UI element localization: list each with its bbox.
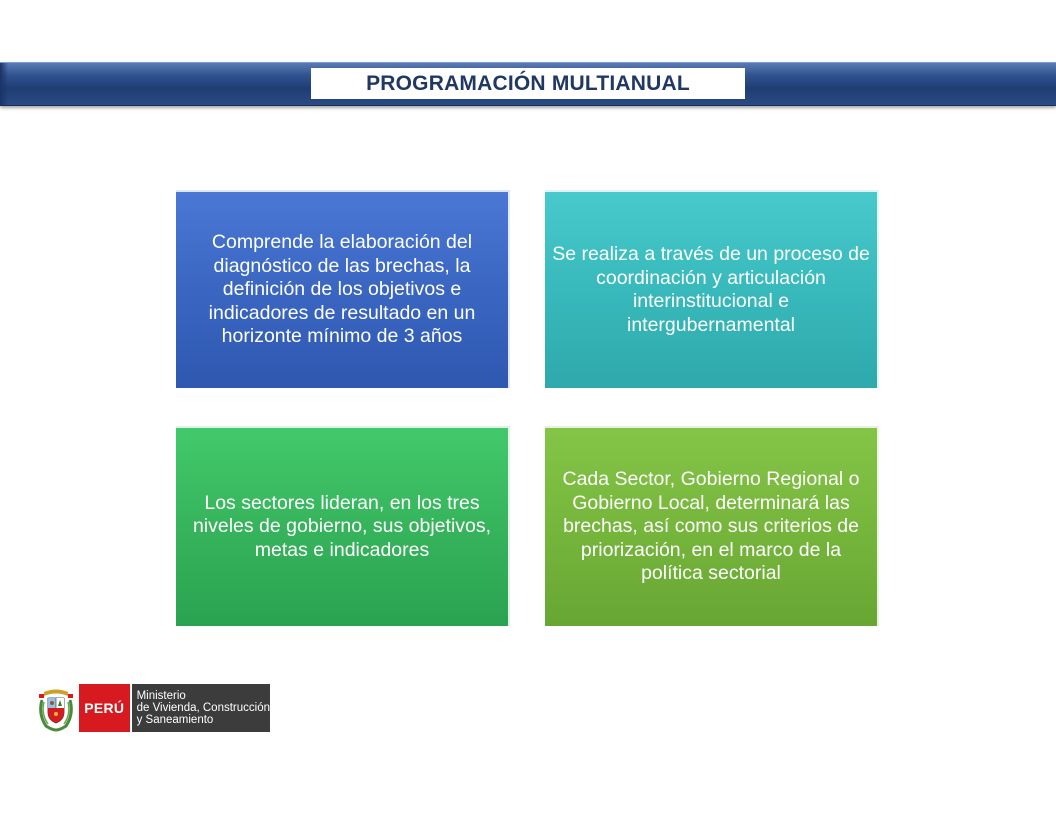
- box-sectores: [176, 426, 510, 626]
- box-sectores-text: Los sectores lideran, en los tres niveles de gobierno, sus objetivos, metas e indicadores: [192, 491, 492, 561]
- peru-label: PERÚ: [84, 700, 125, 716]
- box-diagnostico-text: Comprende la elaboración del diagnóstico de las brechas, la definición de los objetivos e indicadores de resultado en un horizonte mínimo de 3 años: [208, 231, 476, 348]
- box-diagnostico: [176, 190, 510, 388]
- ministry-logo: [36, 684, 270, 732]
- ministry-line-2: de Vivienda, Construcción: [136, 702, 270, 714]
- ministry-line-3: y Saneamiento: [136, 714, 214, 726]
- box-brechas-text: Cada Sector, Gobierno Regional o Gobierno Local, determinará las brechas, así como sus criterios de priorización, en el marco de la política sectorial: [562, 468, 860, 585]
- title-box: [311, 68, 745, 99]
- peru-coat-of-arms-icon: [36, 684, 76, 732]
- box-coordinacion: [545, 190, 879, 388]
- box-coordinacion-text: Se realiza a través de un proceso de coordinación y articulación interinstitucional e intergubernamental: [552, 243, 870, 336]
- ministry-name-block: [132, 684, 270, 732]
- page-title: PROGRAMACIÓN MULTIANUAL: [366, 71, 690, 95]
- ministry-line-1: Ministerio: [136, 690, 186, 702]
- peru-label-block: [79, 684, 130, 732]
- box-brechas: [545, 426, 879, 626]
